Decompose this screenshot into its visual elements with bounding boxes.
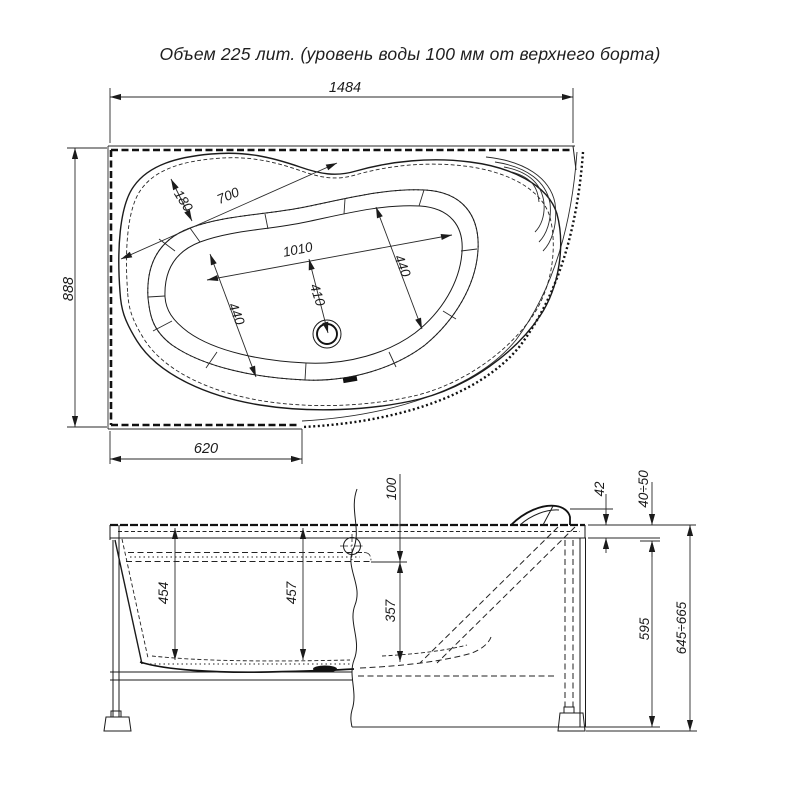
dim-bowl-width-back: 440 xyxy=(391,252,414,280)
rim-corner-steps xyxy=(486,157,556,251)
dim-overall-height: 645÷665 xyxy=(674,601,689,655)
dim-rim-thickness: 42 xyxy=(592,481,607,497)
dim-depth-back: 457 xyxy=(284,581,299,605)
dim-water-level: 100 xyxy=(384,477,399,501)
dim-bowl-width-front: 440 xyxy=(225,300,248,328)
dim-drain-offset: 410 xyxy=(306,281,329,308)
water-level-line xyxy=(126,553,407,563)
dim-bottom-edge: 620 xyxy=(193,441,219,457)
dim-deck-diagonal: 700 xyxy=(214,184,242,208)
dim-rim-width: 180 xyxy=(171,187,196,215)
side-view xyxy=(104,470,697,731)
dim-depth-front: 454 xyxy=(156,581,171,605)
plan-outline xyxy=(108,146,583,429)
drain-symbol xyxy=(313,320,357,383)
dim-leg-adjust: 40÷50 xyxy=(636,470,651,508)
support-frame xyxy=(104,538,586,731)
dim-body-height: 595 xyxy=(637,617,652,641)
plan-dimensions xyxy=(61,80,573,464)
dim-bowl-length: 1010 xyxy=(281,239,314,260)
plan-view xyxy=(61,80,583,464)
dim-overall-depth: 888 xyxy=(61,276,77,302)
drawing-title: Объем 225 лит. (уровень воды 100 мм от верхнего борта) xyxy=(159,44,661,64)
headrest xyxy=(511,506,613,525)
dim-water-depth: 357 xyxy=(383,599,398,623)
dim-overall-width: 1484 xyxy=(328,80,362,96)
tub-shell xyxy=(115,527,575,673)
side-rim xyxy=(110,525,586,540)
side-dimensions xyxy=(156,470,697,731)
